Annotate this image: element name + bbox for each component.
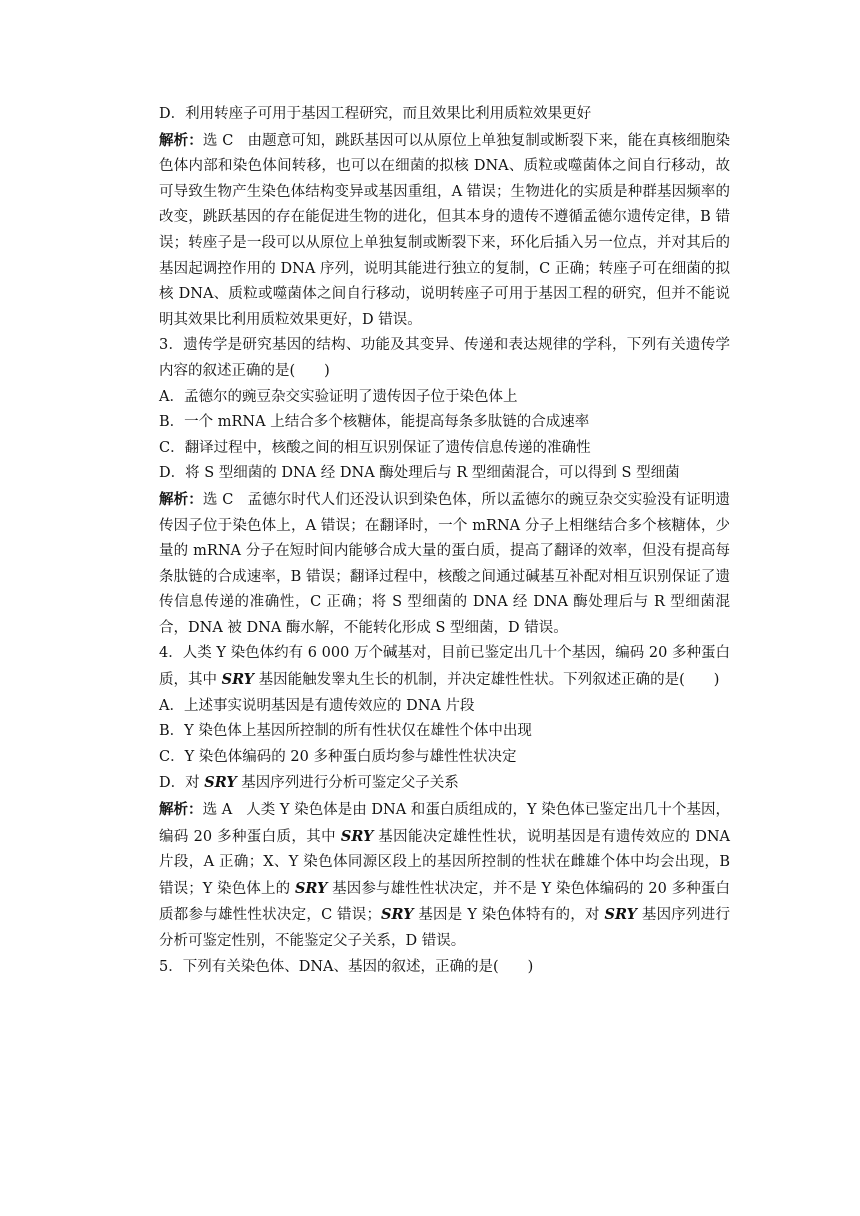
answer-choice: 选 A <box>202 802 233 819</box>
q4-stem-part: 4．人类 Y 染色体约有 6 000 万个碱基对，目前已鉴定出几十个基因，编码 20 多种蛋白质，其中 <box>159 645 730 689</box>
analysis-label: 解析： <box>159 801 203 819</box>
analysis-body: 基因是 Y 染色体特有的，对 <box>413 907 605 924</box>
q4-option-d-part: D．对 <box>159 775 205 792</box>
analysis-body: 基因参与雄性性状决定，并不是 Y 染色体编码的 20 多种蛋白质都参与雄性性状决定，C 错误； <box>159 880 730 924</box>
q4-option-c: C．Y 染色体编码的 20 多种蛋白质均参与雄性性状决定 <box>159 748 517 765</box>
gene-name: SRY <box>204 774 237 792</box>
q3-option-a: A．孟德尔的豌豆杂交实验证明了遗传因子位于染色体上 <box>159 388 518 405</box>
q2-analysis <box>130 128 730 334</box>
q4-option-d-part: 基因序列进行分析可鉴定父子关系 <box>236 775 459 792</box>
analysis-body: 由题意可知，跳跃基因可以从原位上单独复制或断裂下来，能在真核细胞染色体内部和染色体间转移，也可以在细菌的拟核 DNA、质粒或噬菌体之间自行移动，故可导致生物产生染色体结构变异或基因重组，A 错误；生物进化的实质是种群基因频率的改变，跳跃基因的存在能促进生物的进化，但其本身的遗传不遵循孟德尔遗传定律，B 错误；转座子是一段可以从原位上单独复制或断裂下来，环化后插入另一位点，并对其后的基因起调控作用的 DNA 序列，说明其能进行独立的复制，C 正确；转座子可在细菌的拟核 DNA、质粒或噬菌体之间自行移动，说明转座子可用于基因工程的研究，但并不能说明其效果比利用质粒效果更好，D 错误。 <box>159 132 731 328</box>
question-text-block <box>130 102 730 980</box>
gene-name: SRY <box>340 827 374 845</box>
q3-option-d: D．将 S 型细菌的 DNA 经 DNA 酶处理后与 R 型细菌混合，可以得到 S 型细菌 <box>159 465 680 482</box>
answer-choice: 选 C <box>202 132 234 149</box>
q3-option-c: C．翻译过程中，核酸之间的相互识别保证了遗传信息传递的准确性 <box>159 439 591 456</box>
gene-name: SRY <box>604 906 637 924</box>
q4-option-d <box>130 770 730 797</box>
gene-name: SRY <box>221 671 255 689</box>
q4-stem-part: 基因能触发睾丸生长的机制，并决定雄性性状。下列叙述正确的是( ) <box>254 672 720 689</box>
q3-analysis <box>130 487 730 642</box>
analysis-label: 解析： <box>159 490 203 508</box>
q3-stem: 3．遗传学是研究基因的结构、功能及其变异、传递和表达规律的学科，下列有关遗传学内容的叙述正确的是( ) <box>159 337 730 379</box>
q2-option-d: D．利用转座子可用于基因工程研究，而且效果比利用质粒效果更好 <box>159 106 592 122</box>
analysis-body: 孟德尔时代人们还没认识到染色体，所以孟德尔的豌豆杂交实验没有证明遗传因子位于染色体上，A 错误；在翻译时，一个 mRNA 分子上相继结合多个核糖体，少量的 mRNA 分子在短时间内能够合成大量的蛋白质，提高了翻译的效率，但没有提高每条肽链的合成速率，B 错误；翻译过程中，核酸之间通过碱基互补配对相互识别保证了遗传信息传递的准确性，C 正确；将 S 型细菌的 DNA 经 DNA 酶处理后与 R 型细菌混合，DNA 被 DNA 酶水解，不能转化形成 S 型细菌，D 错误。 <box>159 491 731 636</box>
analysis-body: 基因能决定雄性性状，说明基因是有遗传效应的 DNA 片段，A 正确；X、Y 染色体同源区段上的基因所控制的性状在雌雄个体中均会出现，B 错误；Y 染色体上的 <box>159 828 730 897</box>
gene-name: SRY <box>294 879 328 897</box>
analysis-body: 人类 Y 染色体是由 DNA 和蛋白质组成的，Y 染色体已鉴定出几十个基因，编码 20 多种蛋白质，其中 <box>159 802 730 845</box>
gene-name: SRY <box>381 906 414 924</box>
analysis-label: 解析： <box>159 131 203 149</box>
answer-choice: 选 C <box>202 491 234 508</box>
q5-stem: 5．下列有关染色体、DNA、基因的叙述，正确的是( ) <box>159 958 534 975</box>
q4-option-b: B．Y 染色体上基因所控制的所有性状仅在雄性个体中出现 <box>159 723 532 740</box>
q4-analysis <box>130 797 730 955</box>
q3-option-b: B．一个 mRNA 上结合多个核糖体，能提高每条多肽链的合成速率 <box>159 414 590 431</box>
q4-option-a: A．上述事实说明基因是有遗传效应的 DNA 片段 <box>159 697 475 714</box>
analysis-body: 基因序列进行分析可鉴定性别，不能鉴定父子关系，D 错误。 <box>159 907 731 949</box>
q4-stem <box>130 641 730 693</box>
